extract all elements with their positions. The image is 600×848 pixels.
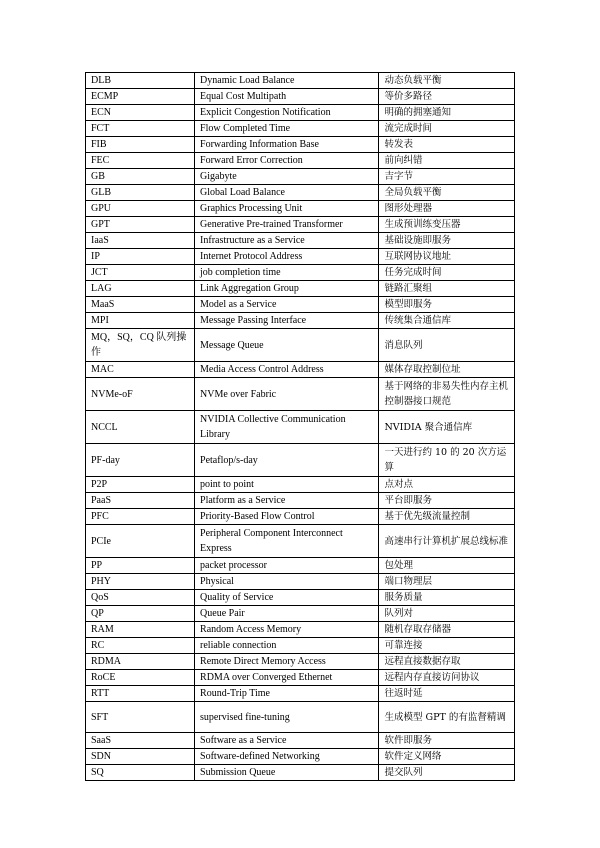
full-name-cell: Flow Completed Time (195, 121, 379, 137)
table-row (86, 411, 515, 444)
chinese-term-cell: 软件定义网络 (379, 749, 515, 765)
full-name-cell: Global Load Balance (195, 185, 379, 201)
table-row (86, 185, 515, 201)
table-row (86, 525, 515, 558)
abbreviation-cell: PHY (86, 574, 195, 590)
table-row (86, 749, 515, 765)
table-row (86, 590, 515, 606)
chinese-term-cell: 高速串行计算机扩展总线标准 (379, 525, 515, 558)
full-name-cell: Software-defined Networking (195, 749, 379, 765)
abbreviation-cell: GLB (86, 185, 195, 201)
full-name-cell: Forwarding Information Base (195, 137, 379, 153)
full-name-cell: Submission Queue (195, 765, 379, 781)
full-name-cell: Dynamic Load Balance (195, 73, 379, 89)
full-name-cell: Quality of Service (195, 590, 379, 606)
table-row (86, 477, 515, 493)
full-name-cell: NVIDIA Collective Communication Library (195, 411, 379, 444)
abbreviation-cell: FEC (86, 153, 195, 169)
table-row (86, 281, 515, 297)
table-row (86, 622, 515, 638)
abbreviation-cell: SDN (86, 749, 195, 765)
table-row (86, 217, 515, 233)
table-row (86, 509, 515, 525)
table-row (86, 313, 515, 329)
table-row (86, 89, 515, 105)
table-row (86, 378, 515, 411)
chinese-term-cell: 互联网协议地址 (379, 249, 515, 265)
chinese-term-cell: 服务质量 (379, 590, 515, 606)
chinese-term-cell: 转发表 (379, 137, 515, 153)
full-name-cell: Petaflop/s-day (195, 444, 379, 477)
full-name-cell: Random Access Memory (195, 622, 379, 638)
chinese-term-cell: 图形处理器 (379, 201, 515, 217)
full-name-cell: Graphics Processing Unit (195, 201, 379, 217)
abbreviation-cell: RAM (86, 622, 195, 638)
full-name-cell: Generative Pre-trained Transformer (195, 217, 379, 233)
abbreviation-cell: JCT (86, 265, 195, 281)
full-name-cell: Explicit Congestion Notification (195, 105, 379, 121)
table-row (86, 606, 515, 622)
abbreviation-cell: MPI (86, 313, 195, 329)
table-row (86, 493, 515, 509)
abbreviation-cell: SFT (86, 702, 195, 733)
chinese-term-cell: 往返时延 (379, 686, 515, 702)
full-name-cell: Software as a Service (195, 733, 379, 749)
full-name-cell: Forward Error Correction (195, 153, 379, 169)
abbreviation-cell: IP (86, 249, 195, 265)
abbreviation-cell: FCT (86, 121, 195, 137)
table-row (86, 233, 515, 249)
abbreviation-cell: MAC (86, 362, 195, 378)
full-name-cell: NVMe over Fabric (195, 378, 379, 411)
chinese-term-cell: 一天进行约 10 的 20 次方运算 (379, 444, 515, 477)
table-row (86, 558, 515, 574)
abbreviation-cell: ECMP (86, 89, 195, 105)
table-row (86, 362, 515, 378)
abbreviation-cell: PaaS (86, 493, 195, 509)
table-row (86, 105, 515, 121)
chinese-term-cell: 媒体存取控制位址 (379, 362, 515, 378)
table-row (86, 654, 515, 670)
table-row (86, 670, 515, 686)
chinese-term-cell: 链路汇聚组 (379, 281, 515, 297)
chinese-term-cell: 基于优先级流量控制 (379, 509, 515, 525)
abbreviation-cell: QP (86, 606, 195, 622)
chinese-term-cell: 点对点 (379, 477, 515, 493)
abbreviation-cell: PP (86, 558, 195, 574)
chinese-term-cell: 消息队列 (379, 329, 515, 362)
full-name-cell: Remote Direct Memory Access (195, 654, 379, 670)
table-row (86, 733, 515, 749)
table-row (86, 201, 515, 217)
abbreviation-cell: MQ，SQ，CQ 队列操作 (86, 329, 195, 362)
chinese-term-cell: 平台即服务 (379, 493, 515, 509)
chinese-term-cell: 传统集合通信库 (379, 313, 515, 329)
abbreviation-cell: PF-day (86, 444, 195, 477)
table-row (86, 153, 515, 169)
chinese-term-cell: 生成预训练变压器 (379, 217, 515, 233)
abbreviation-cell: RoCE (86, 670, 195, 686)
abbreviation-cell: DLB (86, 73, 195, 89)
full-name-cell: Media Access Control Address (195, 362, 379, 378)
full-name-cell: job completion time (195, 265, 379, 281)
full-name-cell: Priority-Based Flow Control (195, 509, 379, 525)
full-name-cell: Equal Cost Multipath (195, 89, 379, 105)
abbreviation-cell: GB (86, 169, 195, 185)
chinese-term-cell: 基于网络的非易失性内存主机控制器接口规范 (379, 378, 515, 411)
full-name-cell: Infrastructure as a Service (195, 233, 379, 249)
table-row (86, 444, 515, 477)
abbreviation-cell: RDMA (86, 654, 195, 670)
chinese-term-cell: 模型即服务 (379, 297, 515, 313)
abbreviation-cell: SaaS (86, 733, 195, 749)
table-row (86, 702, 515, 733)
abbreviation-cell: PCIe (86, 525, 195, 558)
abbreviation-cell: QoS (86, 590, 195, 606)
abbreviation-cell: LAG (86, 281, 195, 297)
table-row (86, 121, 515, 137)
abbreviation-cell: GPU (86, 201, 195, 217)
full-name-cell: Message Passing Interface (195, 313, 379, 329)
table-row (86, 249, 515, 265)
chinese-term-cell: 明确的拥塞通知 (379, 105, 515, 121)
abbreviation-cell: NCCL (86, 411, 195, 444)
chinese-term-cell: 等价多路径 (379, 89, 515, 105)
chinese-term-cell: 任务完成时间 (379, 265, 515, 281)
abbreviation-cell: ECN (86, 105, 195, 121)
chinese-term-cell: 远程直接数据存取 (379, 654, 515, 670)
abbreviation-cell: NVMe-oF (86, 378, 195, 411)
chinese-term-cell: 包处理 (379, 558, 515, 574)
table-row (86, 169, 515, 185)
full-name-cell: Message Queue (195, 329, 379, 362)
chinese-term-cell: 动态负载平衡 (379, 73, 515, 89)
table-row (86, 574, 515, 590)
abbreviation-cell: IaaS (86, 233, 195, 249)
abbreviation-cell: PFC (86, 509, 195, 525)
table-row (86, 297, 515, 313)
full-name-cell: Platform as a Service (195, 493, 379, 509)
full-name-cell: Round-Trip Time (195, 686, 379, 702)
chinese-term-cell: 提交队列 (379, 765, 515, 781)
abbreviation-cell: FIB (86, 137, 195, 153)
chinese-term-cell: 生成模型 GPT 的有监督精调 (379, 702, 515, 733)
full-name-cell: Link Aggregation Group (195, 281, 379, 297)
table-row (86, 329, 515, 362)
chinese-term-cell: NVIDIA 聚合通信库 (379, 411, 515, 444)
table-row (86, 137, 515, 153)
full-name-cell: packet processor (195, 558, 379, 574)
chinese-term-cell: 全局负载平衡 (379, 185, 515, 201)
full-name-cell: point to point (195, 477, 379, 493)
table-row (86, 638, 515, 654)
glossary-table (85, 72, 515, 781)
chinese-term-cell: 吉字节 (379, 169, 515, 185)
full-name-cell: RDMA over Converged Ethernet (195, 670, 379, 686)
table-row (86, 73, 515, 89)
full-name-cell: Model as a Service (195, 297, 379, 313)
full-name-cell: supervised fine-tuning (195, 702, 379, 733)
abbreviation-cell: SQ (86, 765, 195, 781)
chinese-term-cell: 基础设施即服务 (379, 233, 515, 249)
abbreviation-cell: P2P (86, 477, 195, 493)
table-row (86, 765, 515, 781)
table-row (86, 265, 515, 281)
chinese-term-cell: 前向纠错 (379, 153, 515, 169)
table-row (86, 686, 515, 702)
full-name-cell: Gigabyte (195, 169, 379, 185)
abbreviation-cell: RC (86, 638, 195, 654)
full-name-cell: Physical (195, 574, 379, 590)
chinese-term-cell: 远程内存直接访问协议 (379, 670, 515, 686)
full-name-cell: Queue Pair (195, 606, 379, 622)
chinese-term-cell: 可靠连接 (379, 638, 515, 654)
abbreviation-cell: RTT (86, 686, 195, 702)
abbreviation-cell: GPT (86, 217, 195, 233)
full-name-cell: Peripheral Component Interconnect Express (195, 525, 379, 558)
chinese-term-cell: 端口物理层 (379, 574, 515, 590)
full-name-cell: reliable connection (195, 638, 379, 654)
abbreviation-cell: MaaS (86, 297, 195, 313)
full-name-cell: Internet Protocol Address (195, 249, 379, 265)
chinese-term-cell: 软件即服务 (379, 733, 515, 749)
chinese-term-cell: 流完成时间 (379, 121, 515, 137)
glossary-body (86, 73, 515, 781)
chinese-term-cell: 队列对 (379, 606, 515, 622)
chinese-term-cell: 随机存取存储器 (379, 622, 515, 638)
